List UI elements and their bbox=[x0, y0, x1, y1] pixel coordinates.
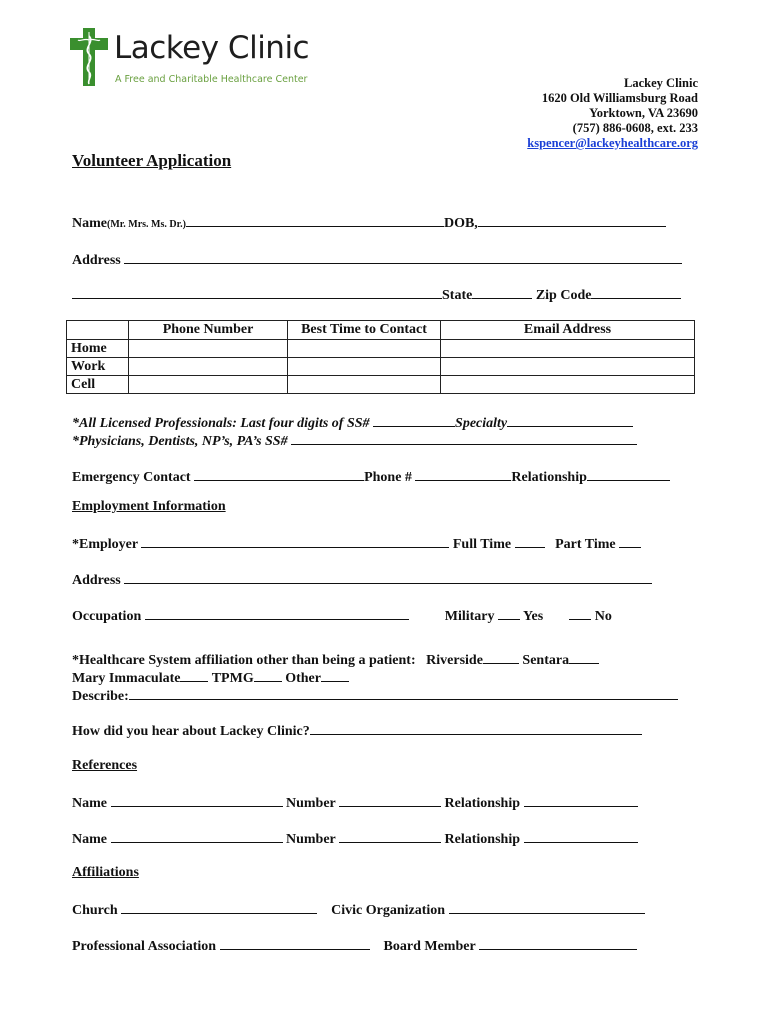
emergency-phone-label: Phone # bbox=[364, 470, 412, 485]
table-row bbox=[67, 358, 695, 376]
reference-1-name-field[interactable] bbox=[111, 794, 283, 807]
reference-row-1 bbox=[72, 794, 638, 812]
mary-immaculate-label: Mary Immaculate bbox=[72, 671, 181, 686]
emergency-relationship-label: Relationship bbox=[511, 470, 587, 485]
name-field[interactable] bbox=[186, 214, 444, 227]
other-field[interactable] bbox=[321, 669, 349, 682]
state-field[interactable] bbox=[472, 286, 532, 299]
military-yes-label: Yes bbox=[522, 609, 544, 624]
header-best-time: Best Time to Contact bbox=[288, 321, 441, 340]
employer-label: *Employer bbox=[72, 537, 138, 552]
work-phone-cell[interactable] bbox=[129, 358, 288, 376]
emergency-relationship-field[interactable] bbox=[587, 468, 670, 481]
emergency-contact-field[interactable] bbox=[194, 468, 364, 481]
dob-field[interactable] bbox=[478, 214, 666, 227]
work-email-cell[interactable] bbox=[441, 358, 695, 376]
name-row bbox=[72, 214, 666, 232]
employer-field[interactable] bbox=[141, 535, 449, 548]
zip-label: Zip Code bbox=[535, 288, 592, 303]
employment-heading: Employment Information bbox=[72, 499, 226, 514]
military-no-field[interactable] bbox=[569, 607, 591, 620]
reference-2-name-field[interactable] bbox=[111, 830, 283, 843]
sentara-label: Sentara bbox=[522, 653, 570, 668]
email-link[interactable]: kspencer@lackeyhealthcare.org bbox=[527, 136, 698, 150]
hear-label: How did you hear about Lackey Clinic? bbox=[72, 724, 310, 739]
riverside-field[interactable] bbox=[483, 651, 519, 664]
military-no-label: No bbox=[594, 609, 612, 624]
address-phone: (757) 886-0608, ext. 233 bbox=[572, 121, 698, 135]
board-member-field[interactable] bbox=[479, 937, 637, 950]
table-row bbox=[67, 340, 695, 358]
references-heading: References bbox=[72, 758, 138, 773]
licensed-label: *All Licensed Professionals: Last four digits of SS# bbox=[72, 416, 370, 431]
specialty-label: Specialty bbox=[455, 416, 508, 431]
zip-field[interactable] bbox=[591, 286, 681, 299]
occupation-field[interactable] bbox=[145, 607, 409, 620]
church-field[interactable] bbox=[121, 901, 317, 914]
reference-2-relationship-field[interactable] bbox=[524, 830, 638, 843]
describe-row bbox=[72, 687, 678, 705]
riverside-label: Riverside bbox=[426, 653, 483, 668]
mary-immaculate-field[interactable] bbox=[180, 669, 208, 682]
full-time-field[interactable] bbox=[515, 535, 545, 548]
contact-table-header bbox=[67, 321, 695, 340]
cell-phone-cell[interactable] bbox=[129, 376, 288, 394]
contact-table bbox=[66, 320, 695, 394]
reference-name-label: Name bbox=[72, 832, 107, 847]
table-corner bbox=[67, 321, 129, 340]
state-label: State bbox=[442, 288, 473, 303]
clinic-address-block bbox=[527, 76, 698, 151]
table-row bbox=[67, 376, 695, 394]
part-time-label: Part Time bbox=[555, 537, 616, 552]
dob-label: DOB, bbox=[443, 216, 478, 231]
row-label-home: Home bbox=[67, 340, 129, 358]
reference-relationship-label: Relationship bbox=[444, 796, 520, 811]
home-phone-cell[interactable] bbox=[129, 340, 288, 358]
sentara-field[interactable] bbox=[569, 651, 599, 664]
emergency-contact-label: Emergency Contact bbox=[72, 470, 191, 485]
cell-time-cell[interactable] bbox=[288, 376, 441, 394]
affiliations-heading: Affiliations bbox=[72, 865, 139, 880]
row-label-cell: Cell bbox=[67, 376, 129, 394]
ss-last-four-field[interactable] bbox=[373, 414, 455, 427]
civic-label: Civic Organization bbox=[331, 903, 446, 918]
address-org: Lackey Clinic bbox=[624, 76, 698, 90]
header-email: Email Address bbox=[441, 321, 695, 340]
military-label: Military bbox=[444, 609, 495, 624]
work-time-cell[interactable] bbox=[288, 358, 441, 376]
city-field[interactable] bbox=[72, 286, 442, 299]
address-city: Yorktown, VA 23690 bbox=[589, 106, 698, 120]
address-street: 1620 Old Williamsburg Road bbox=[541, 91, 698, 105]
name-label: Name bbox=[72, 216, 107, 231]
reference-name-label: Name bbox=[72, 796, 107, 811]
civic-field[interactable] bbox=[449, 901, 645, 914]
church-label: Church bbox=[72, 903, 118, 918]
licensed-row bbox=[72, 414, 633, 432]
professional-association-field[interactable] bbox=[220, 937, 370, 950]
header-phone-number: Phone Number bbox=[129, 321, 288, 340]
professional-association-label: Professional Association bbox=[72, 939, 217, 954]
city-state-zip-row bbox=[72, 286, 681, 304]
affiliation-label: *Healthcare System affiliation other than being a patient: bbox=[72, 653, 416, 668]
hear-row bbox=[72, 722, 642, 740]
cell-email-cell[interactable] bbox=[441, 376, 695, 394]
professional-board-row bbox=[72, 937, 637, 955]
home-time-cell[interactable] bbox=[288, 340, 441, 358]
board-member-label: Board Member bbox=[383, 939, 476, 954]
employer-row bbox=[72, 535, 641, 553]
tpmg-label: TPMG bbox=[211, 671, 254, 686]
occupation-label: Occupation bbox=[72, 609, 142, 624]
emergency-phone-field[interactable] bbox=[415, 468, 511, 481]
part-time-field[interactable] bbox=[619, 535, 641, 548]
physician-ss-field[interactable] bbox=[291, 432, 637, 445]
reference-1-relationship-field[interactable] bbox=[524, 794, 638, 807]
tpmg-field[interactable] bbox=[254, 669, 282, 682]
row-label-work: Work bbox=[67, 358, 129, 376]
reference-1-number-field[interactable] bbox=[339, 794, 441, 807]
military-yes-field[interactable] bbox=[498, 607, 520, 620]
occupation-row bbox=[72, 607, 612, 625]
address-row bbox=[72, 251, 682, 269]
emergency-row bbox=[72, 468, 670, 486]
physicians-row bbox=[72, 432, 637, 450]
name-hint: (Mr. Mrs. Ms. Dr.) bbox=[107, 219, 186, 230]
address-field[interactable] bbox=[124, 251, 682, 264]
home-email-cell[interactable] bbox=[441, 340, 695, 358]
describe-field[interactable] bbox=[129, 687, 678, 700]
address-label: Address bbox=[72, 253, 121, 268]
specialty-field[interactable] bbox=[507, 414, 633, 427]
hear-field[interactable] bbox=[310, 722, 642, 735]
physicians-label: *Physicians, Dentists, NP’s, PA’s SS# bbox=[72, 434, 288, 449]
employer-address-field[interactable] bbox=[124, 571, 652, 584]
full-time-label: Full Time bbox=[452, 537, 512, 552]
logo-tagline: A Free and Charitable Healthcare Center bbox=[115, 74, 308, 85]
logo-name: Lackey Clinic bbox=[114, 30, 310, 66]
page-title: Volunteer Application bbox=[72, 151, 232, 170]
affiliation-row bbox=[72, 651, 599, 669]
employer-address-row bbox=[72, 571, 652, 589]
affiliation-row-2 bbox=[72, 669, 349, 687]
other-label: Other bbox=[285, 671, 321, 686]
reference-number-label: Number bbox=[286, 796, 336, 811]
medical-cross-icon bbox=[70, 28, 108, 86]
church-civic-row bbox=[72, 901, 645, 919]
reference-number-label: Number bbox=[286, 832, 336, 847]
reference-relationship-label: Relationship bbox=[444, 832, 520, 847]
describe-label: Describe: bbox=[72, 689, 129, 704]
employer-address-label: Address bbox=[72, 573, 121, 588]
reference-row-2 bbox=[72, 830, 638, 848]
reference-2-number-field[interactable] bbox=[339, 830, 441, 843]
